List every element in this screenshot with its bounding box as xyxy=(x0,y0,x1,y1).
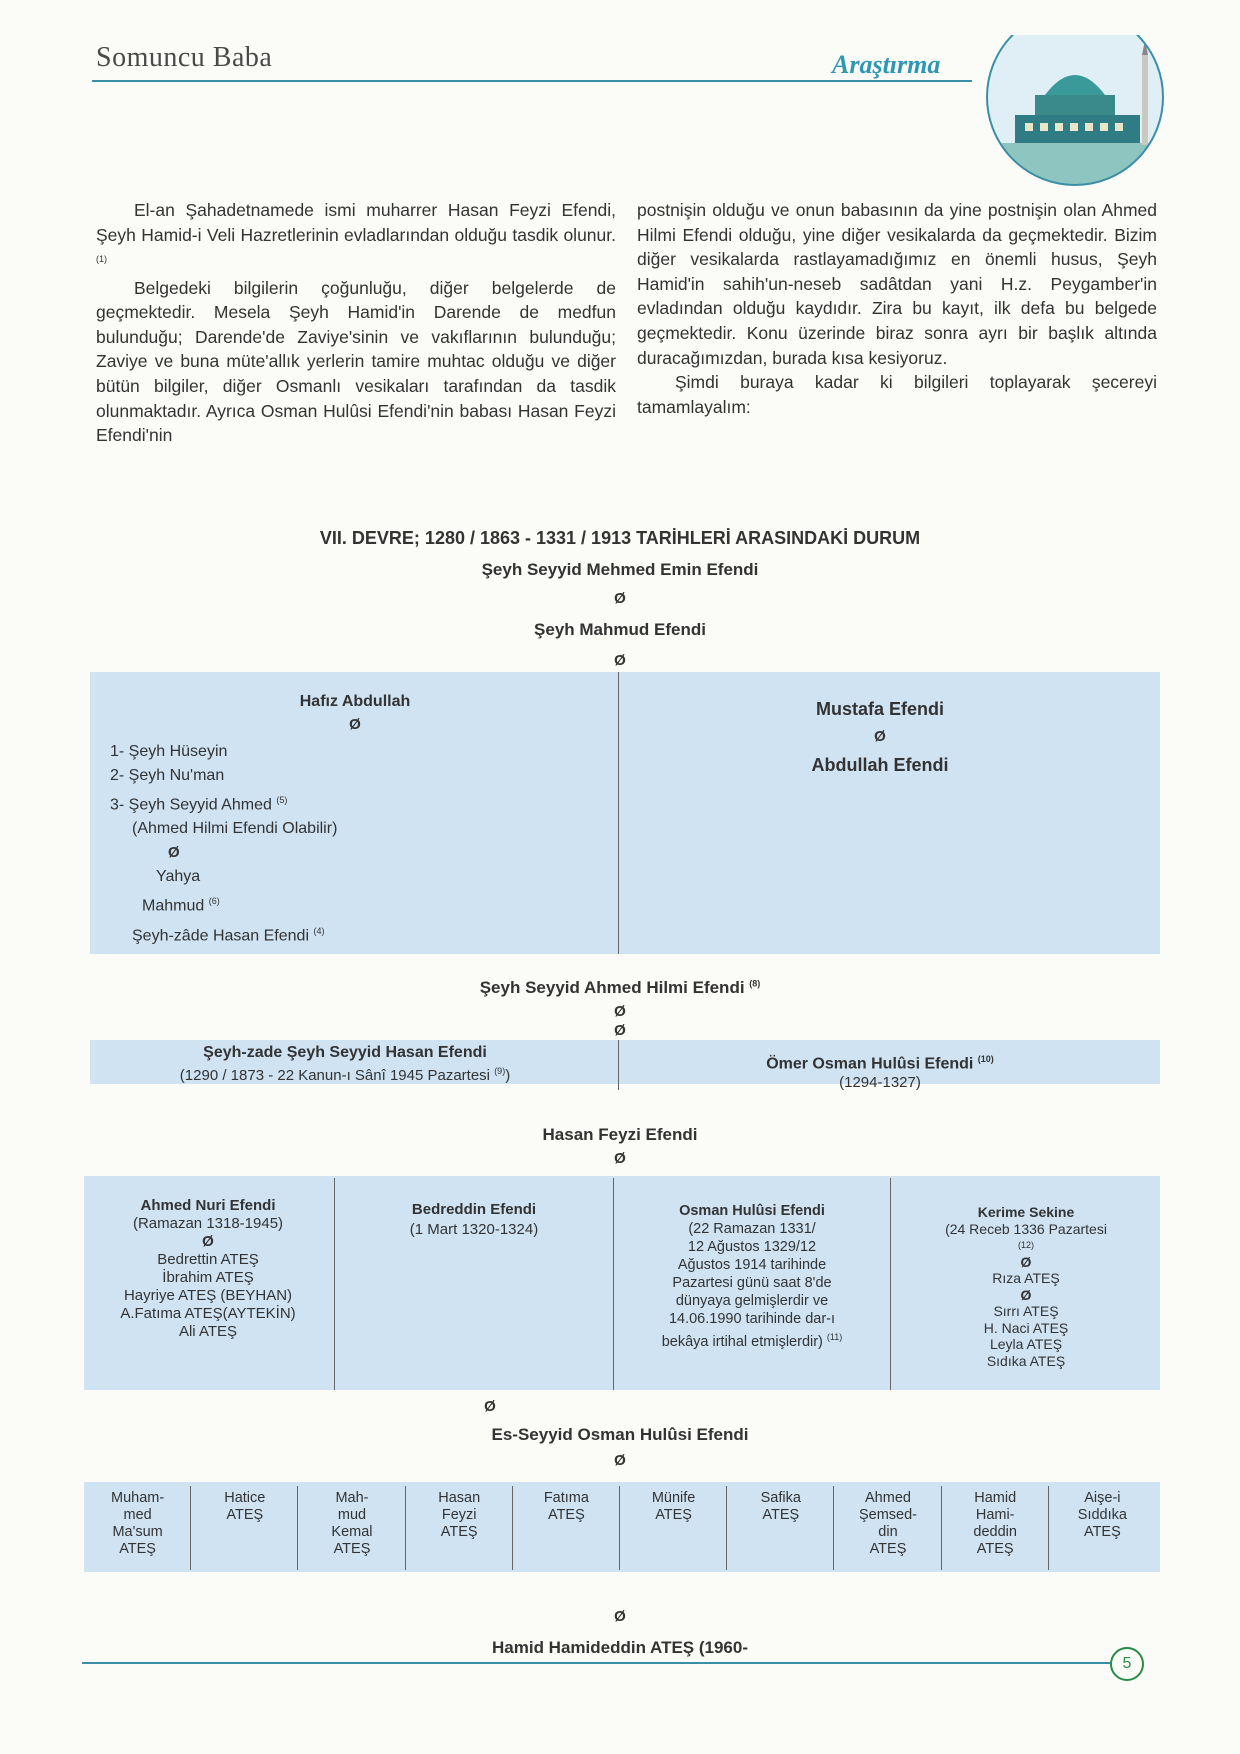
footer-rule xyxy=(82,1662,1110,1664)
header-rule xyxy=(92,80,972,82)
list-item: Şeyh-zâde Hasan Efendi $^{(4)}$ xyxy=(132,925,325,944)
branch-divider xyxy=(618,1040,619,1090)
child-name-line: med xyxy=(123,1507,152,1523)
ahmed-nuri-cell xyxy=(86,1197,330,1341)
branch-divider xyxy=(334,1178,335,1390)
child-name-line: Mah- xyxy=(335,1490,369,1506)
list-item: Rıza ATEŞ xyxy=(992,1270,1060,1286)
omer-efendi-cell xyxy=(680,1050,1080,1092)
descent-symbol: Ø xyxy=(614,1150,626,1167)
branch-divider xyxy=(613,1178,614,1390)
magazine-title: Somuncu Baba xyxy=(96,42,273,73)
text-line: Ağustos 1914 tarihinde xyxy=(677,1257,827,1273)
list-item: Yahya xyxy=(156,868,201,886)
text-column-left xyxy=(96,198,616,448)
child-divider xyxy=(833,1486,834,1570)
footnote-marker: (12) xyxy=(1017,1240,1034,1250)
child-cell xyxy=(86,1490,189,1558)
child-name-line: ATEŞ xyxy=(440,1524,478,1540)
hasan-efendi-cell xyxy=(95,1043,595,1085)
hasan-efendi-name: Şeyh-zade Şeyh Seyyid Hasan Efendi xyxy=(203,1044,487,1061)
section-label: Araştırma xyxy=(832,50,941,79)
child-divider xyxy=(405,1486,406,1570)
list-item: H. Naci ATEŞ xyxy=(983,1319,1069,1336)
text-line: 14.06.1990 tarihinde dar-ı xyxy=(668,1311,836,1327)
child-name-line: Hatice xyxy=(224,1490,266,1506)
descent-symbol: Ø xyxy=(1020,1286,1032,1303)
list-item: 1- Şeyh Hüseyin xyxy=(110,743,228,760)
branch-divider xyxy=(618,672,619,954)
child-name-line: ATEŞ xyxy=(547,1507,585,1523)
osman-hulusi-name: Osman Hulûsi Efendi xyxy=(679,1203,825,1219)
child-name-line: Ahmed xyxy=(865,1490,911,1506)
child-cell xyxy=(300,1490,403,1558)
child-name-line: Hami- xyxy=(975,1507,1015,1523)
child-name-line: Fatıma xyxy=(543,1490,589,1506)
hafiz-abdullah-name: Hafız Abdullah xyxy=(299,693,411,710)
child-name-line: ATEŞ xyxy=(655,1507,692,1523)
child-name-line: ATEŞ xyxy=(976,1541,1014,1557)
child-name-line: ATEŞ xyxy=(869,1541,907,1557)
osman-hulusi-cell xyxy=(618,1202,886,1351)
list-item: Hayriye ATEŞ (BEYHAN) xyxy=(123,1287,293,1304)
gen-mehmed-emin: Şeyh Seyyid Mehmed Emin Efendi xyxy=(481,560,759,579)
omer-efendi-dates: (1294-1327) xyxy=(839,1074,921,1092)
descent-symbol: Ø xyxy=(349,716,361,733)
kerime-sekine-cell xyxy=(895,1204,1157,1369)
text-line: (22 Ramazan 1331/ xyxy=(688,1221,816,1237)
child-divider xyxy=(941,1486,942,1570)
text-line: dünyaya gelmişlerdir ve xyxy=(675,1293,829,1309)
child-name-line: Sıddıka xyxy=(1077,1507,1127,1523)
child-divider xyxy=(190,1486,191,1570)
child-name-line: ATEŞ xyxy=(1083,1524,1121,1540)
descent-symbol: Ø xyxy=(614,652,626,669)
gen-hamid-hamideddin: Hamid Hamideddin ATEŞ (1960- xyxy=(492,1638,748,1657)
paragraph: El-an Şahadetnamede ismi muharrer Hasan Feyzi Efendi, Şeyh Hamid-i Veli Hazretlerinin evladlarından olduğu tasdik olunur. $^{(1)}$ xyxy=(96,200,616,265)
child-name-line: ATEŞ xyxy=(762,1507,800,1523)
descent-symbol: Ø xyxy=(614,590,626,607)
child-cell xyxy=(836,1490,939,1558)
descent-symbol: Ø xyxy=(484,1398,496,1415)
paragraph: Belgedeki bilgilerin çoğunluğu, diğer belgelerde de geçmektedir. Mesela Şeyh Hamid'in Darende de medfun bulunduğu; Darende'de Zaviye'sinin ve vakıflarının bulunduğu; Zaviye ve buna müte'allık yerlerin tamire muhtac olduğu ve diğer bütün bilgiler, diğer Osmanlı vesikaları tarafından da tasdik olunmaktadır. Ayrıca Osman Hulûsi Efendi'nin babası Hasan Feyzi Efendi'nin xyxy=(96,277,616,446)
child-divider xyxy=(726,1486,727,1570)
hafiz-child-list xyxy=(110,740,430,948)
child-divider xyxy=(1048,1486,1049,1570)
child-name-line: Münife xyxy=(651,1490,696,1506)
child-cell xyxy=(622,1490,725,1524)
list-item: Bedrettin ATEŞ xyxy=(157,1251,259,1268)
kerime-sekine-name: Kerime Sekine xyxy=(977,1204,1075,1220)
child-name-line: deddin xyxy=(973,1524,1017,1540)
text-column-right xyxy=(637,198,1157,419)
list-item: 2- Şeyh Nu'man xyxy=(110,767,225,784)
descent-symbol: Ø xyxy=(202,1233,214,1250)
child-cell xyxy=(729,1490,832,1524)
descent-symbol: Ø xyxy=(168,844,180,862)
ahmed-nuri-dates: (Ramazan 1318-1945) xyxy=(132,1215,284,1232)
child-name-line: Hasan xyxy=(438,1490,481,1506)
tree-title: VII. DEVRE; 1280 / 1863 - 1331 / 1913 TARİHLERİ ARASINDAKİ DURUM xyxy=(319,528,921,548)
child-name-line: din xyxy=(878,1524,898,1540)
gen-es-seyyid-osman: Es-Seyyid Osman Hulûsi Efendi xyxy=(491,1425,749,1444)
list-item: Ali ATEŞ xyxy=(178,1323,238,1340)
list-item: Leyla ATEŞ xyxy=(989,1336,1063,1352)
descent-symbol: Ø xyxy=(614,1608,626,1625)
child-divider xyxy=(619,1486,620,1570)
child-name-line: Muham- xyxy=(111,1490,165,1506)
child-cell xyxy=(1051,1490,1154,1541)
child-divider xyxy=(297,1486,298,1570)
descent-symbol: Ø xyxy=(614,1022,626,1039)
text-line: bekâya irtihal etmişlerdir) $^{(11)}$ xyxy=(661,1332,843,1350)
descent-symbol: Ø xyxy=(874,728,886,745)
child-name-line: ATEŞ xyxy=(119,1541,156,1557)
descent-symbol: Ø xyxy=(614,1003,626,1020)
gen-mahmud: Şeyh Mahmud Efendi xyxy=(534,620,706,639)
child-name-line: ATEŞ xyxy=(226,1507,264,1523)
child-name-line: ATEŞ xyxy=(333,1541,371,1557)
text-line: Pazartesi günü saat 8'de xyxy=(672,1275,832,1291)
child-name-line: Hamid xyxy=(974,1490,1017,1506)
child-cell xyxy=(408,1490,511,1541)
bedreddin-dates: (1 Mart 1320-1324) xyxy=(409,1221,539,1238)
child-name-line: Feyzi xyxy=(441,1507,477,1523)
mustafa-name: Mustafa Efendi xyxy=(815,699,944,719)
ahmed-nuri-name: Ahmed Nuri Efendi xyxy=(140,1197,276,1214)
branch-divider xyxy=(890,1178,891,1390)
child-name-line: Ma'sum xyxy=(112,1524,163,1540)
page-number: 5 xyxy=(1110,1647,1144,1681)
list-item: Sırrı ATEŞ xyxy=(993,1303,1059,1319)
mosque-emblem xyxy=(985,35,1165,190)
gen-ahmed-hilmi: Şeyh Seyyid Ahmed Hilmi Efendi $^{(8)}$ xyxy=(479,978,761,997)
list-item: (Ahmed Hilmi Efendi Olabilir) xyxy=(132,820,338,838)
gen-hasan-feyzi: Hasan Feyzi Efendi xyxy=(542,1125,698,1144)
list-item: 3- Şeyh Seyyid Ahmed $^{(5)}$ xyxy=(110,795,288,814)
hasan-efendi-dates: (1290 / 1873 - 22 Kanun-ı Sânî 1945 Pazartesi $^{(9)}$) xyxy=(179,1066,511,1084)
descent-symbol: Ø xyxy=(614,1452,626,1469)
list-item: İbrahim ATEŞ xyxy=(162,1269,254,1286)
child-cell xyxy=(515,1490,618,1524)
list-item: Mahmud $^{(6)}$ xyxy=(142,896,220,915)
child-cell xyxy=(944,1490,1047,1558)
paragraph: postnişin olduğu ve onun babasının da yine postnişin olan Ahmed Hilmi Efendi olduğu, yine diğer vesikalarda da geçmektedir. Bizim diğer vesikalarda rastlayamadığımız en önemli husus, Şeyh Hamid'in sahih'un-neseb sadâtdan yani H.z. Peygamber'in evladından olduğu kaydıdır. Zira bu kayıt, ilk defa bu belgede geçmektedir. Konu üzerinde biraz sonra ayrı bir başlık altında duracağımızdan, burada kısa kesiyoruz. xyxy=(637,200,1157,368)
paragraph: Şimdi buraya kadar ki bilgileri toplayarak şecereyi tamamlayalım: xyxy=(637,372,1157,417)
bedreddin-cell xyxy=(340,1200,608,1240)
child-cell xyxy=(193,1490,296,1524)
descent-symbol: Ø xyxy=(1020,1253,1032,1270)
bedreddin-name: Bedreddin Efendi xyxy=(411,1201,537,1218)
omer-efendi-name: Ömer Osman Hulûsi Efendi $^{(10)}$ xyxy=(766,1054,994,1073)
child-name-line: mud xyxy=(337,1507,367,1523)
child-name-line: Kemal xyxy=(331,1524,373,1540)
abdullah-efendi-name: Abdullah Efendi xyxy=(811,755,949,775)
list-item: Sıdıka ATEŞ xyxy=(986,1352,1066,1369)
text-line: 12 Ağustos 1329/12 xyxy=(687,1239,817,1255)
child-divider xyxy=(512,1486,513,1570)
list-item: A.Fatıma ATEŞ(AYTEKİN) xyxy=(120,1305,296,1322)
child-name-line: Aişe-i xyxy=(1084,1490,1121,1506)
kerime-sekine-dates: (24 Receb 1336 Pazartesi xyxy=(945,1220,1107,1237)
child-name-line: Safika xyxy=(760,1490,801,1506)
child-name-line: Şemsed- xyxy=(858,1507,917,1523)
